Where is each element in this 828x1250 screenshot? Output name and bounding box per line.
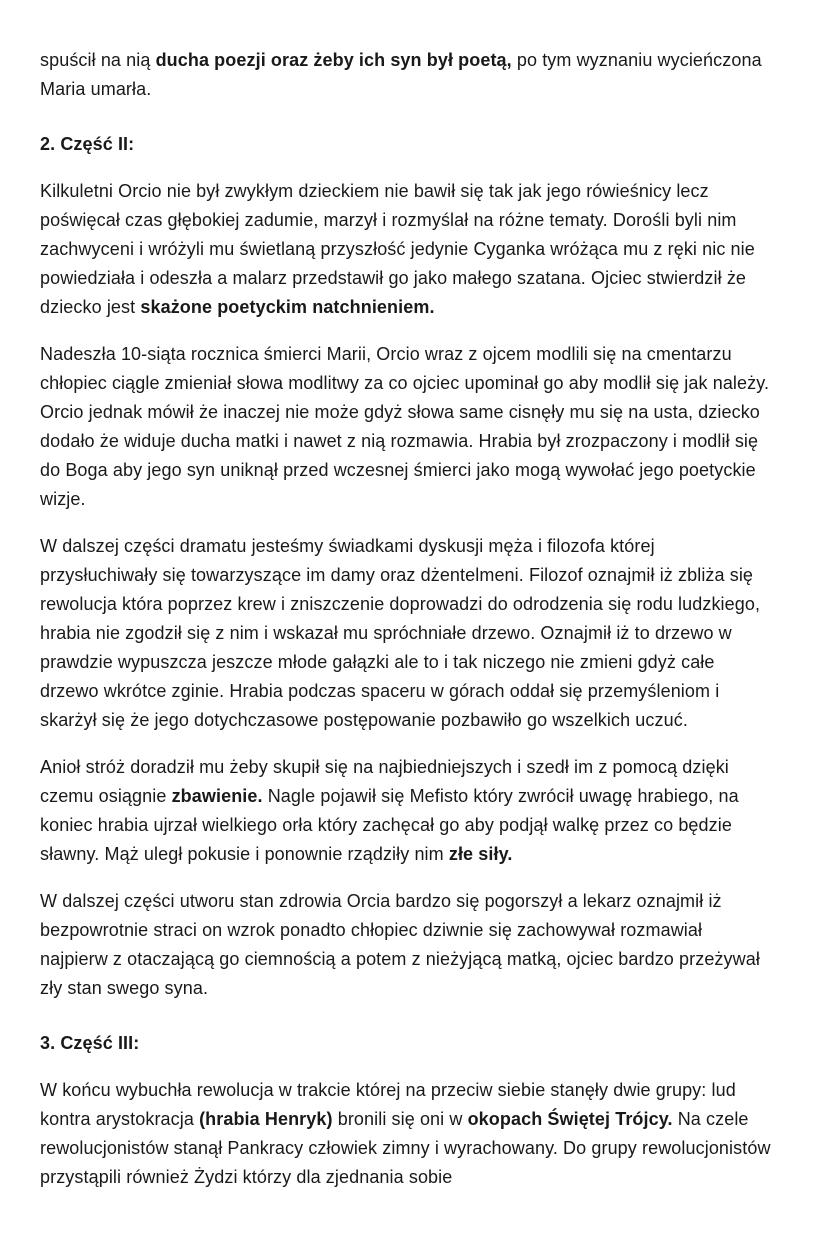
text-run: W końcu wybuchła rewolucja w trakcie której na przeciw siebie stanęły dwie grupy: lud kontra arystokracja [40, 1080, 736, 1129]
text-run: po tym wyznaniu wycieńczona Maria umarła. [40, 50, 762, 99]
bold-text-run: 2. Część II: [40, 134, 135, 154]
bold-text-run: złe siły. [448, 844, 513, 864]
text-run: Nadeszła 10-siąta rocznica śmierci Marii, Orcio wraz z ojcem modlili się na cmentarzu chłopiec ciągle zmieniał słowa modlitwy za co ojciec upominał go aby modlił się jak należy. Orcio jednak mówił że inaczej nie może gdyż słowa same cisnęły mu się na usta, dziecko dodało że widuje ducha matki i nawet z nią rozmawia. Hrabia był zrozpaczony i modlił się do Boga aby jego syn uniknął przed wczesnej śmierci jako mogą wywołać jego poetyckie wizje. [40, 344, 770, 509]
section-heading [40, 1029, 772, 1058]
paragraph [40, 177, 772, 322]
text-run: Na czele rewolucjonistów stanął Pankracy człowiek zimny i wyrachowany. Do grupy rewolucjonistów przystąpili również Żydzi którzy dla zjednania sobie [40, 1109, 771, 1187]
section-heading [40, 130, 772, 159]
paragraph [40, 46, 772, 104]
bold-text-run: zbawienie. [171, 786, 263, 806]
bold-text-run: okopach Świętej Trójcy. [467, 1109, 673, 1129]
paragraph [40, 753, 772, 869]
text-run: Kilkuletni Orcio nie był zwykłym dzieckiem nie bawił się tak jak jego rówieśnicy lecz poświęcał czas głębokiej zadumie, marzył i rozmyślał na różne tematy. Dorośli byli nim zachwyceni i wróżyli mu świetlaną przyszłość jedynie Cyganka wróżąca mu z ręki nic nie powiedziała i odeszła a malarz przedstawił go jako małego szatana. Ojciec stwierdził że dziecko jest [40, 181, 755, 317]
paragraph [40, 1076, 772, 1192]
text-run: W dalszej części dramatu jesteśmy świadkami dyskusji męża i filozofa której przysłuchiwały się towarzyszące im damy oraz dżentelmeni. Filozof oznajmił iż zbliża się rewolucja która poprzez krew i zniszczenie doprowadzi do odrodzenia się rodu ludzkiego, hrabia nie zgodził się z nim i wskazał mu spróchniałe drzewo. Oznajmił iż to drzewo w prawdzie wypuszcza jeszcze młode gałązki ale to i tak niczego nie zmieni gdyż całe drzewo wkrótce zginie. Hrabia podczas spaceru w górach oddał się przemyśleniom i skarżył się że jego dotychczasowe postępowanie pozbawiło go wszelkich uczuć. [40, 536, 761, 730]
paragraph [40, 340, 772, 514]
bold-text-run: ducha poezji oraz żeby ich syn był poetą, [155, 50, 512, 70]
text-run: W dalszej części utworu stan zdrowia Orcia bardzo się pogorszył a lekarz oznajmił iż bezpowrotnie straci on wzrok ponadto chłopiec dziwnie się zachowywał rozmawiał najpierw z otaczającą go ciemnością a potem z nieżyjącą matką, ojciec bardzo przeżywał zły stan swego syna. [40, 891, 760, 998]
text-run: spuścił na nią [40, 50, 156, 70]
text-run: Anioł stróż doradził mu żeby skupił się na najbiedniejszych i szedł im z pomocą dzięki czemu osiągnie [40, 757, 729, 806]
text-run: bronili się oni w [332, 1109, 468, 1129]
bold-text-run: skażone poetyckim natchnieniem. [140, 297, 435, 317]
text-run: Nagle pojawił się Mefisto który zwrócił uwagę hrabiego, na koniec hrabia ujrzał wielkiego orła który zachęcał go aby podjął walkę przez co będzie sławny. Mąż uległ pokusie i ponownie rządziły nim [40, 786, 739, 864]
paragraph [40, 887, 772, 1003]
bold-text-run: (hrabia Henryk) [199, 1109, 333, 1129]
paragraph [40, 532, 772, 735]
document-body [40, 46, 772, 1192]
bold-text-run: 3. Część III: [40, 1033, 140, 1053]
